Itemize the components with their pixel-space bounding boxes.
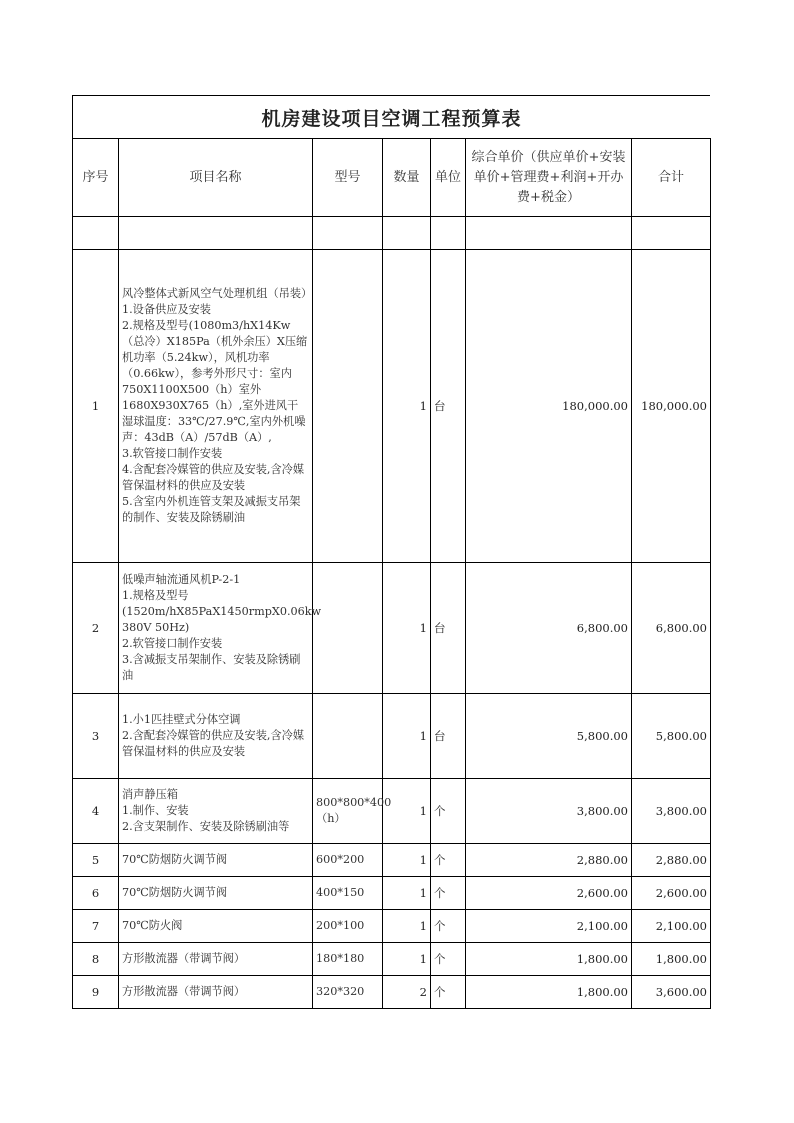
table-row — [73, 910, 711, 943]
item-name-line: 2.软管接口制作安装 — [122, 637, 223, 650]
unit-price-cell: 180,000.00 — [466, 250, 632, 563]
blank-cell — [119, 217, 313, 250]
item-name-line: 低噪声轴流通风机P-2-1 — [122, 573, 241, 586]
qty-cell: 1 — [383, 250, 431, 563]
unit-cell: 台 — [431, 250, 466, 563]
unit-price-cell: 6,800.00 — [466, 563, 632, 694]
item-name-line: 70℃防火阀 — [122, 919, 183, 932]
total-cell: 2,100.00 — [632, 910, 711, 943]
seq-cell: 6 — [73, 877, 119, 910]
unit-price-cell: 3,800.00 — [466, 779, 632, 844]
budget-sheet — [72, 95, 710, 1009]
qty-cell: 1 — [383, 563, 431, 694]
unit-cell: 个 — [431, 910, 466, 943]
header-unit: 单位 — [431, 139, 466, 217]
model-cell: 400*150 — [313, 877, 383, 910]
unit-price-cell: 2,100.00 — [466, 910, 632, 943]
total-cell: 3,800.00 — [632, 779, 711, 844]
table-body — [73, 217, 711, 1009]
item-name-line: 方形散流器（带调节阀） — [122, 952, 246, 965]
table-row — [73, 877, 711, 910]
item-name-line: 风冷整体式新风空气处理机组（吊装） — [122, 287, 313, 300]
item-name-line: 方形散流器（带调节阀） — [122, 985, 246, 998]
item-name-line: 1.小1匹挂壁式分体空调 — [122, 713, 241, 726]
header-total: 合计 — [632, 139, 711, 217]
item-name-line: 3.软管接口制作安装 — [122, 447, 223, 460]
table-row — [73, 250, 711, 563]
total-cell: 2,880.00 — [632, 844, 711, 877]
unit-cell: 个 — [431, 976, 466, 1009]
blank-cell — [632, 217, 711, 250]
unit-cell: 个 — [431, 779, 466, 844]
unit-price-cell: 1,800.00 — [466, 976, 632, 1009]
model-cell — [313, 694, 383, 779]
item-name-line: 1.制作、安装 — [122, 804, 189, 817]
seq-cell: 4 — [73, 779, 119, 844]
table-row — [73, 844, 711, 877]
blank-cell — [383, 217, 431, 250]
model-cell — [313, 250, 383, 563]
item-name-line: 2.规格及型号(1080m3/hX14Kw（总冷）X185Pa（机外余压）X压缩机功率（5.24kw），风机功率（0.66kw），参考外形尺寸：室内 750X1100X500（h）室外1680X930X765（h）,室外进风干湿球温度：33℃/27.9℃,室内外机噪声：43dB（A）/57dB（A）, — [122, 319, 308, 444]
unit-cell: 台 — [431, 694, 466, 779]
table-row — [73, 694, 711, 779]
qty-cell: 1 — [383, 943, 431, 976]
item-name-line: 2.含配套冷媒管的供应及安装,含冷媒管保温材料的供应及安装 — [122, 729, 305, 758]
item-name-cell — [119, 563, 322, 694]
total-cell: 2,600.00 — [632, 877, 711, 910]
seq-cell: 8 — [73, 943, 119, 976]
unit-price-cell: 5,800.00 — [466, 694, 632, 779]
qty-cell: 1 — [383, 694, 431, 779]
header-row — [73, 139, 711, 217]
unit-cell: 台 — [431, 563, 466, 694]
blank-row — [73, 217, 711, 250]
total-cell: 5,800.00 — [632, 694, 711, 779]
table-row — [73, 779, 711, 844]
model-cell: 180*180 — [313, 943, 383, 976]
qty-cell: 1 — [383, 844, 431, 877]
blank-cell — [431, 217, 466, 250]
item-name-cell — [119, 779, 313, 844]
qty-cell: 1 — [383, 779, 431, 844]
item-name-line: 70℃防烟防火调节阀 — [122, 886, 228, 899]
seq-cell: 1 — [73, 250, 119, 563]
total-cell: 1,800.00 — [632, 943, 711, 976]
unit-cell: 个 — [431, 943, 466, 976]
item-name-cell — [119, 943, 313, 976]
total-cell: 6,800.00 — [632, 563, 711, 694]
item-name-cell — [119, 844, 313, 877]
table-row — [73, 976, 711, 1009]
item-name-line: 70℃防烟防火调节阀 — [122, 853, 228, 866]
blank-cell — [73, 217, 119, 250]
header-unit-price: 综合单价（供应单价+安装单价+管理费+利润+开办费+税金） — [466, 139, 632, 217]
item-name-cell — [119, 910, 313, 943]
model-cell: 200*100 — [313, 910, 383, 943]
unit-price-cell: 1,800.00 — [466, 943, 632, 976]
qty-cell: 2 — [383, 976, 431, 1009]
unit-cell: 个 — [431, 877, 466, 910]
qty-cell: 1 — [383, 910, 431, 943]
item-name-line: 1.规格及型号 — [122, 589, 189, 602]
item-name-cell — [119, 694, 313, 779]
header-qty: 数量 — [383, 139, 431, 217]
item-name-cell — [119, 976, 313, 1009]
header-model: 型号 — [313, 139, 383, 217]
header-name: 项目名称 — [119, 139, 313, 217]
seq-cell: 2 — [73, 563, 119, 694]
model-cell: 600*200 — [313, 844, 383, 877]
model-cell: 320*320 — [313, 976, 383, 1009]
item-name-line: 5.含室内外机连管支架及减振支吊架的制作、安装及除锈刷油 — [122, 495, 301, 524]
unit-cell: 个 — [431, 844, 466, 877]
item-name-line: (1520m/hX85PaX1450rmpX0.06kw 380V 50Hz) — [122, 605, 322, 634]
item-name-line: 2.含支架制作、安装及除锈刷油等 — [122, 820, 290, 833]
total-cell: 180,000.00 — [632, 250, 711, 563]
header-seq: 序号 — [73, 139, 119, 217]
total-cell: 3,600.00 — [632, 976, 711, 1009]
seq-cell: 7 — [73, 910, 119, 943]
item-name-cell — [119, 877, 313, 910]
qty-cell: 1 — [383, 877, 431, 910]
table-row — [73, 943, 711, 976]
seq-cell: 3 — [73, 694, 119, 779]
seq-cell: 5 — [73, 844, 119, 877]
table-row — [73, 563, 711, 694]
model-cell — [313, 563, 383, 694]
unit-price-cell: 2,600.00 — [466, 877, 632, 910]
blank-cell — [466, 217, 632, 250]
item-name-cell — [119, 250, 313, 563]
item-name-line: 3.含减振支吊架制作、安装及除锈刷油 — [122, 653, 301, 682]
unit-price-cell: 2,880.00 — [466, 844, 632, 877]
seq-cell: 9 — [73, 976, 119, 1009]
item-name-line: 4.含配套冷媒管的供应及安装,含冷媒管保温材料的供应及安装 — [122, 463, 305, 492]
item-name-line: 消声静压箱 — [122, 788, 178, 801]
budget-table — [72, 138, 711, 1009]
model-cell: 800*800*400（h） — [313, 779, 383, 844]
item-name-line: 1.设备供应及安装 — [122, 303, 211, 316]
sheet-title: 机房建设项目空调工程预算表 — [72, 95, 710, 138]
blank-cell — [313, 217, 383, 250]
